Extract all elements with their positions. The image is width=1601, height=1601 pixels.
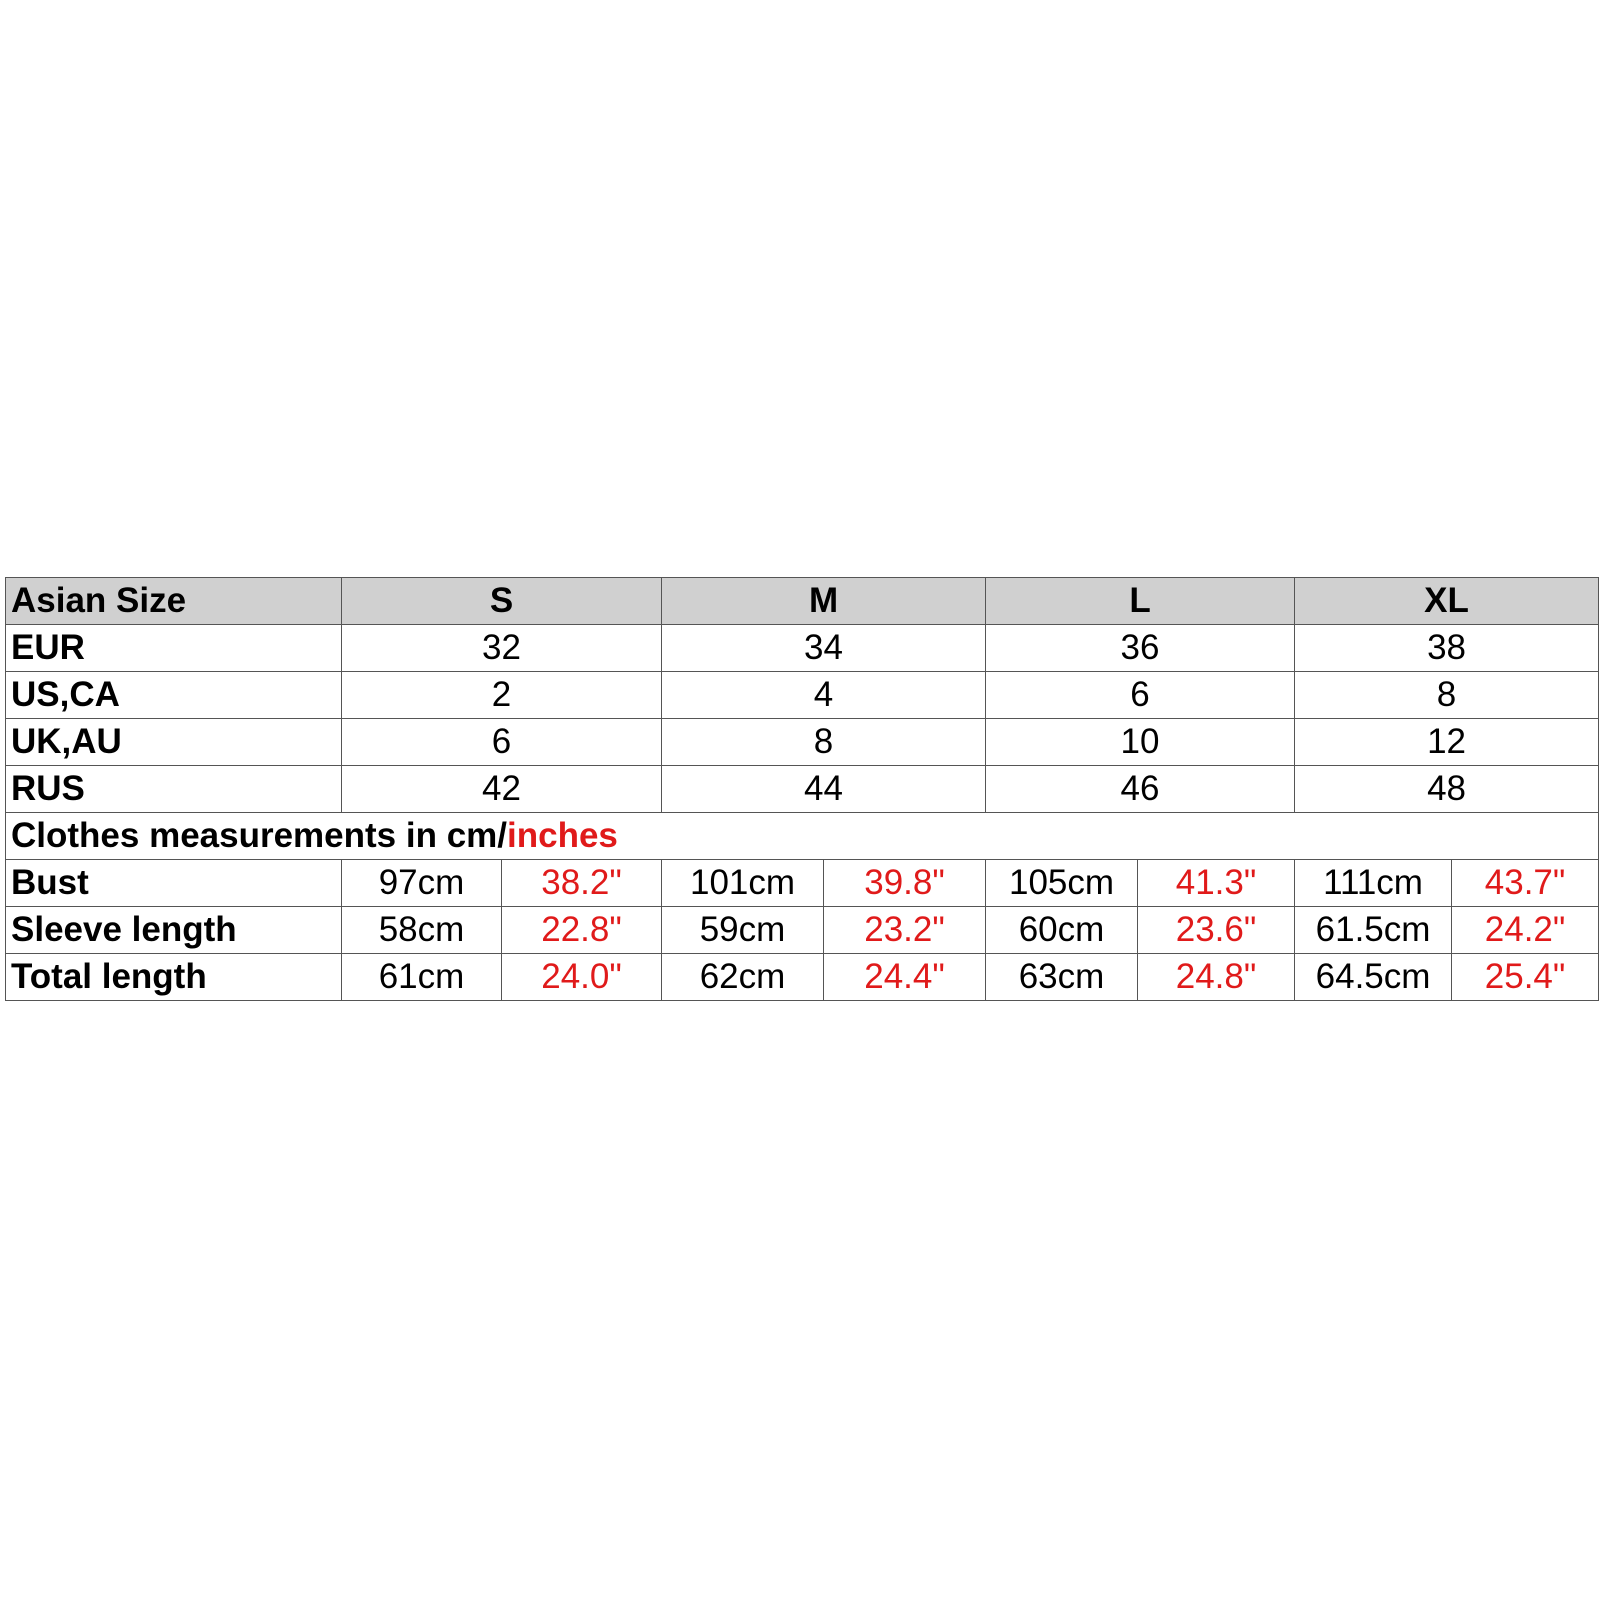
row-label: Sleeve length	[6, 907, 342, 954]
row-label: Total length	[6, 954, 342, 1001]
size-value: 10	[986, 719, 1295, 766]
section-heading	[6, 813, 1599, 860]
inch-value: 24.0"	[502, 954, 662, 1001]
inch-value: 25.4"	[1452, 954, 1599, 1001]
measurement-row-sleeve-length	[6, 907, 1599, 954]
cm-value: 61cm	[342, 954, 502, 1001]
conversion-row-rus	[6, 766, 1599, 813]
size-xl-header: XL	[1295, 578, 1599, 625]
size-value: 44	[662, 766, 986, 813]
size-value: 32	[342, 625, 662, 672]
inch-value: 39.8"	[824, 860, 986, 907]
conversion-row-us-ca	[6, 672, 1599, 719]
size-value: 38	[1295, 625, 1599, 672]
size-l-header: L	[986, 578, 1295, 625]
inch-value: 24.2"	[1452, 907, 1599, 954]
row-label: RUS	[6, 766, 342, 813]
size-value: 8	[1295, 672, 1599, 719]
cm-value: 101cm	[662, 860, 824, 907]
size-value: 36	[986, 625, 1295, 672]
cm-value: 59cm	[662, 907, 824, 954]
header-row	[6, 578, 1599, 625]
size-value: 6	[986, 672, 1295, 719]
size-chart-table	[5, 577, 1599, 1001]
conversion-row-eur	[6, 625, 1599, 672]
cm-value: 58cm	[342, 907, 502, 954]
inch-value: 23.2"	[824, 907, 986, 954]
measurement-row-bust	[6, 860, 1599, 907]
row-label: EUR	[6, 625, 342, 672]
row-label: US,CA	[6, 672, 342, 719]
inch-value: 41.3"	[1138, 860, 1295, 907]
conversion-row-uk-au	[6, 719, 1599, 766]
size-value: 12	[1295, 719, 1599, 766]
cm-value: 63cm	[986, 954, 1138, 1001]
inch-value: 43.7"	[1452, 860, 1599, 907]
cm-value: 105cm	[986, 860, 1138, 907]
cm-value: 60cm	[986, 907, 1138, 954]
size-value: 46	[986, 766, 1295, 813]
cm-value: 62cm	[662, 954, 824, 1001]
header-label: Asian Size	[6, 578, 342, 625]
size-value: 6	[342, 719, 662, 766]
section-suffix: inches	[507, 816, 618, 855]
cm-value: 111cm	[1295, 860, 1452, 907]
size-value: 42	[342, 766, 662, 813]
inch-value: 22.8"	[502, 907, 662, 954]
row-label: UK,AU	[6, 719, 342, 766]
section-prefix: Clothes measurements in cm/	[11, 816, 507, 855]
cm-value: 97cm	[342, 860, 502, 907]
size-value: 8	[662, 719, 986, 766]
section-row	[6, 813, 1599, 860]
row-label: Bust	[6, 860, 342, 907]
size-value: 2	[342, 672, 662, 719]
size-value: 48	[1295, 766, 1599, 813]
inch-value: 24.4"	[824, 954, 986, 1001]
size-value: 34	[662, 625, 986, 672]
cm-value: 64.5cm	[1295, 954, 1452, 1001]
size-s-header: S	[342, 578, 662, 625]
inch-value: 24.8"	[1138, 954, 1295, 1001]
inch-value: 23.6"	[1138, 907, 1295, 954]
inch-value: 38.2"	[502, 860, 662, 907]
cm-value: 61.5cm	[1295, 907, 1452, 954]
size-m-header: M	[662, 578, 986, 625]
size-value: 4	[662, 672, 986, 719]
measurement-row-total-length	[6, 954, 1599, 1001]
